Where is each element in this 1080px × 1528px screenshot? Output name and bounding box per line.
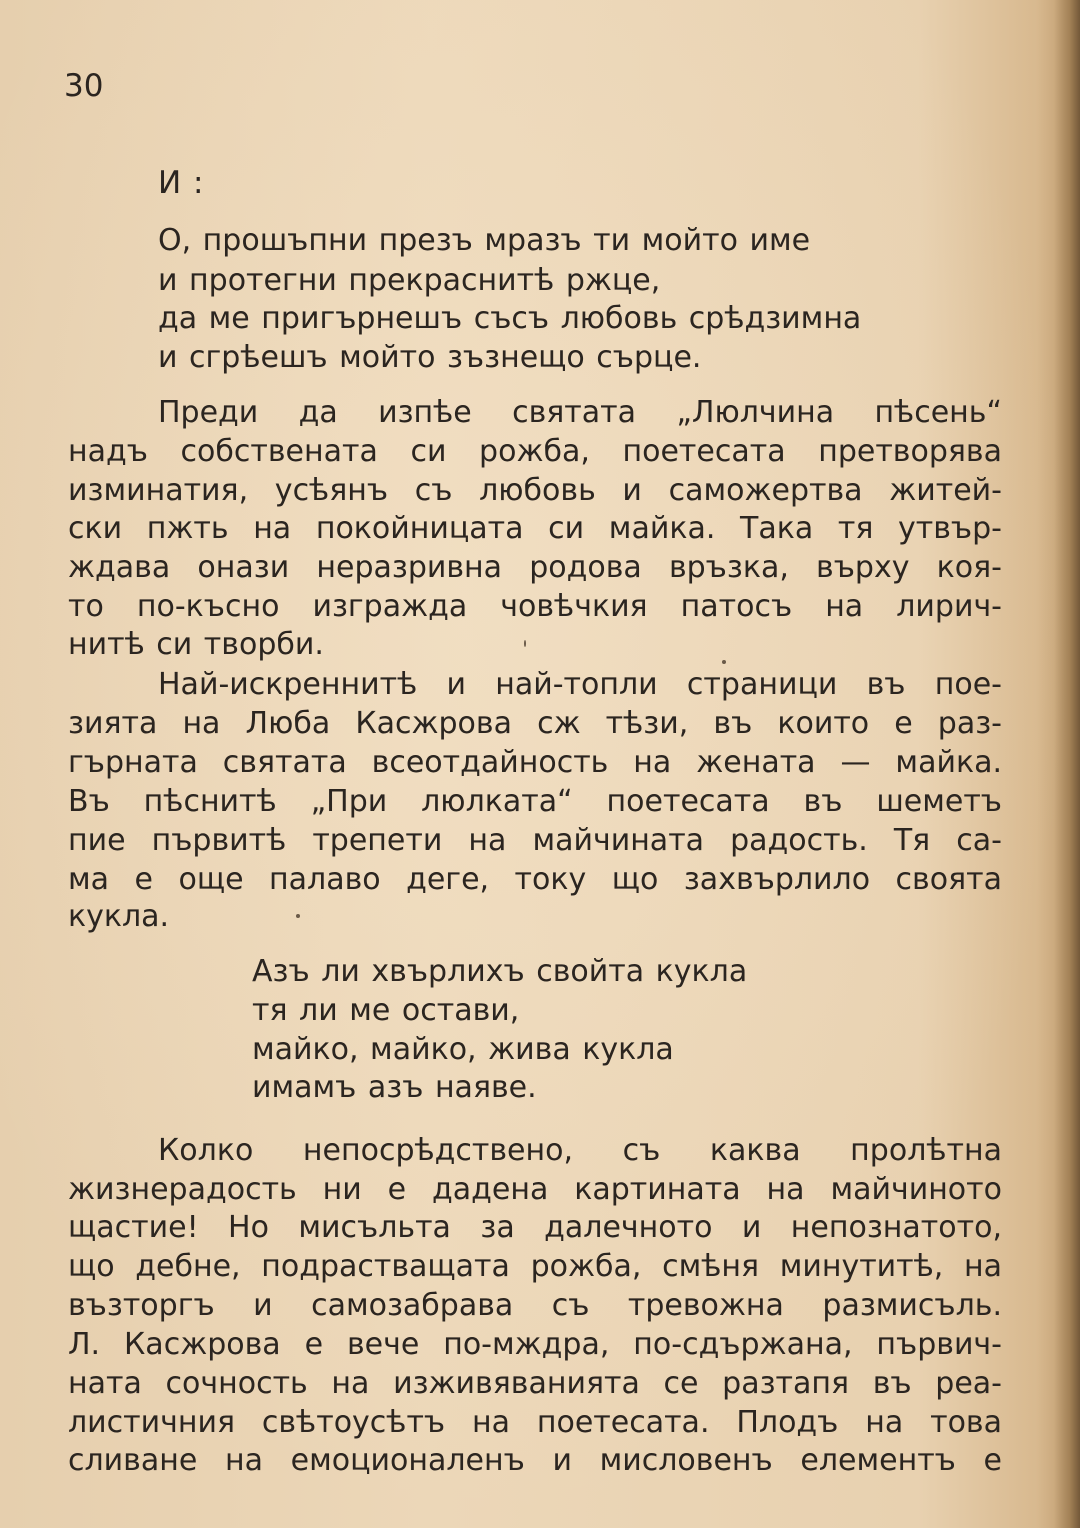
paragraph3-line: сливане на емоционаленъ и мисловенъ елементъ е (68, 1443, 1002, 1478)
paper-speck (524, 640, 526, 647)
paragraph2-line: кукла. (68, 899, 170, 934)
poem1-line: О, прошъпни презъ мразъ ти мойто име (158, 223, 811, 258)
paragraph1-line: надъ собствената си рожба, поетесата претворява (68, 434, 1002, 469)
paragraph2-line: Най-искреннитѣ и най-топли страници въ пое- (158, 667, 1002, 702)
poem2-line: майко, майко, жива кукла (252, 1032, 674, 1067)
paragraph3-line: ната сочность на изживяванията се разтапя въ реа- (68, 1366, 1002, 1401)
poem1-line: и сгрѣешъ мойто зъзнещо сърце. (158, 340, 702, 375)
poem1-line: и протегни прекраснитѣ ржце, (158, 263, 661, 298)
paper-speck (722, 660, 726, 664)
paragraph2-line: зията на Люба Касжрова сж тѣзи, въ които е раз- (68, 706, 1002, 741)
spine-shadow (1054, 0, 1080, 1528)
paragraph3-line: жизнерадость ни е дадена картината на майчиното (68, 1172, 1002, 1207)
paragraph3-line: Колко непосрѣдствено, съ каква пролѣтна (158, 1133, 1002, 1168)
poem1-line: да ме пригърнешъ съсъ любовь срѣдзимна (158, 301, 862, 336)
paragraph2-line: Въ пѣснитѣ „При люлката“ поетесата въ шеметъ (68, 784, 1002, 819)
paragraph2-line: ма е още палаво деге, току що захвърлило своята (68, 862, 1002, 897)
paragraph1-line: изминатия, усѣянъ съ любовь и саможертва житей- (68, 473, 1002, 508)
poem2-line: имамъ азъ наяве. (252, 1070, 537, 1105)
paragraph2-line: гърната святата всеотдайность на жената — майка. (68, 745, 1002, 780)
paragraph3-line: листичния свѣтоусѣтъ на поетесата. Плодъ на това (68, 1405, 1002, 1440)
paragraph1-line: ски пжть на покойницата си майка. Така тя утвър- (68, 511, 1002, 546)
paragraph1-line: нитѣ си творби. (68, 627, 324, 662)
poem2-line: тя ли ме остави, (252, 993, 520, 1028)
intro-label: И : (158, 165, 204, 201)
paragraph3-line: възторгъ и самозабрава съ тревожна размисъль. (68, 1288, 1002, 1323)
poem2-line: Азъ ли хвърлихъ свойта кукла (252, 954, 748, 989)
paragraph1-line: Преди да изпѣе святата „Люлчина пѣсень“ (158, 395, 1002, 430)
paragraph1-line: то по-късно изгражда човѣчкия патосъ на лирич- (68, 589, 1002, 624)
paragraph1-line: ждава онази неразривна родова връзка, върху коя- (68, 550, 1002, 585)
paragraph3-line: Л. Касжрова е вече по-мждра, по-сдържана, първич- (68, 1327, 1002, 1362)
page-number: 30 (64, 68, 104, 104)
paragraph3-line: щастие! Но мисъльта за далечното и непознатото, (68, 1210, 1002, 1245)
paragraph2-line: пие първитѣ трепети на майчината радость. Тя са- (68, 823, 1002, 858)
paragraph3-line: що дебне, подрастващата рожба, смѣня минутитѣ, на (68, 1249, 1002, 1284)
paper-speck (296, 914, 300, 918)
